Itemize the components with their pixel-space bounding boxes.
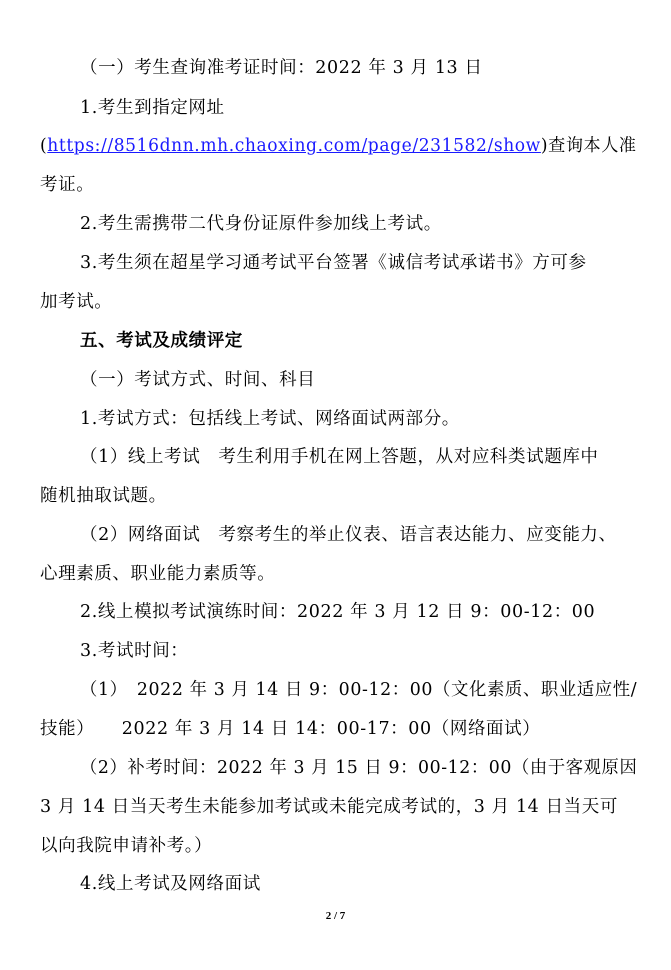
paragraph-line: 3.考试时间： <box>80 641 189 661</box>
exam-query-link[interactable]: https://8516dnn.mh.chaoxing.com/page/231582/show <box>47 136 541 156</box>
paragraph-line: （2）网络面试 考察考生的举止仪表、语言表达能力、应变能力、 <box>80 525 617 545</box>
subsection-heading: （一）考试方式、时间、科目 <box>80 370 316 390</box>
paragraph-line: 加考试。 <box>40 292 113 312</box>
page-number: 2 / 7 <box>325 910 346 922</box>
paragraph-line: 考证。 <box>40 175 95 195</box>
paragraph-line: （1） 2022 年 3 月 14 日 9：00-12：00（文化素质、职业适应性/ <box>80 680 638 700</box>
section-heading-exam-assessment: 五、考试及成绩评定 <box>80 331 243 351</box>
paragraph-line: 随机抽取试题。 <box>40 486 167 506</box>
url-line <box>40 134 637 158</box>
paragraph-line: 3 月 14 日当天考生未能参加考试或未能完成考试的，3 月 14 日当天可 <box>40 797 618 817</box>
paren-open: ( <box>40 136 48 156</box>
paragraph-line: 1.考生到指定网址 <box>80 98 225 118</box>
url-line-tail: )查询本人准 <box>540 136 637 156</box>
paragraph-line: 以向我院申请补考。） <box>40 836 213 856</box>
paragraph-line: 2.线上模拟考试演练时间：2022 年 3 月 12 日 9：00-12：00 <box>80 602 596 622</box>
paragraph-line: （1）线上考试 考生利用手机在网上答题，从对应科类试题库中 <box>80 447 599 467</box>
paragraph-line: 技能） 2022 年 3 月 14 日 14：00-17：00（网络面试） <box>40 719 541 739</box>
paragraph-line: 2.考生需携带二代身份证原件参加线上考试。 <box>80 214 442 234</box>
paragraph-line: 心理素质、职业能力素质等。 <box>40 564 276 584</box>
section-heading-admission-query: （一）考生查询准考证时间：2022 年 3 月 13 日 <box>80 58 483 78</box>
paragraph-line: 1.考试方式：包括线上考试、网络面试两部分。 <box>80 409 460 429</box>
paragraph-line: 4.线上考试及网络面试 <box>80 874 261 894</box>
paragraph-line: 3.考生须在超星学习通考试平台签署《诚信考试承诺书》方可参 <box>80 253 587 273</box>
paragraph-line: （2）补考时间：2022 年 3 月 15 日 9：00-12：00（由于客观原因 <box>80 758 638 778</box>
